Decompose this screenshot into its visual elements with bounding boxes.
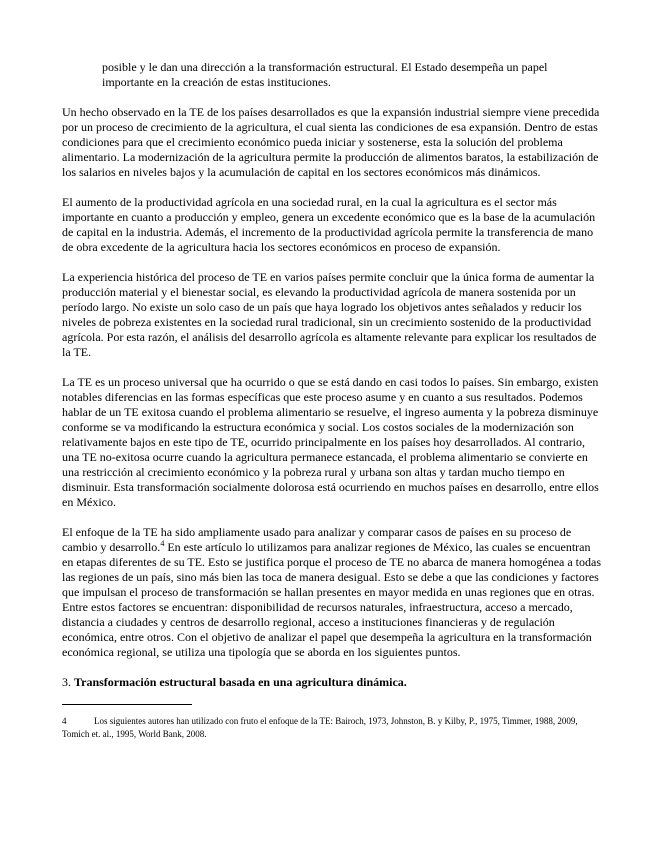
paragraph-5-text-a: El enfoque de la TE ha sido ampliamente usado para analizar y comparar casos de países en su proceso de cambio y desarrollo. — [62, 525, 572, 554]
paragraph-3: La experiencia histórica del proceso de TE en varios países permite concluir que la única forma de aumentar la producción material y el bienestar social, es elevando la productividad agrícola de manera sostenida por un período largo. No existe un solo caso de un país que haya logrado los objetivos antes señalados y reducir los niveles de pobreza existentes en la sociedad rural tradicional, sin un crecimiento sostenido de la productividad agrícola. Por esta razón, el análisis del desarrollo agrícola es altamente relevante para explicar los resultados de la TE. — [62, 270, 597, 359]
paragraph-1: Un hecho observado en la TE de los países desarrollados es que la expansión industrial siempre viene precedida por un proceso de crecimiento de la agricultura, el cual sienta las condiciones de esa expansión. Dentro de estas condiciones para que el crecimiento económico pueda iniciar y sostenerse, esta la solución del problema alimentario. La modernización de la agricultura permite la producción de alimentos baratos, la estabilización de los salarios en niveles bajos y la acumulación de capital en los sectores económicos más dinámicos. — [62, 105, 600, 179]
paragraph-4: La TE es un proceso universal que ha ocurrido o que se está dando en casi todos lo países. Sin embargo, existen notables diferencias en las formas específicas que este proceso asume y en cuanto a sus resultados. Podemos hablar de un TE exitosa cuando el problema alimentario se resuelve, el ingreso aumenta y la pobreza disminuye conforme se va modificando la estructura económica y social. Los costos sociales de la modernización son relativamente bajos en este tipo de TE, ocurrido principalmente en los países hoy desarrollados. Al contrario, una TE no-exitosa ocurre cuando la agricultura permanece estancada, el problema alimentario se convierte en una restricción al crecimiento económico y la pobreza rural y urbana son altas y tardan mucho tiempo en disminuir. Esta transformación socialmente dolorosa está ocurriendo en muchos países en desarrollo, entre ellos en México. — [62, 375, 599, 509]
footnote-text: Los siguientes autores han utilizado con fruto el enfoque de la TE: Bairoch, 1973, Johnston, B. y Kilby, P., 1975, Timmer, 1988, 2009, Tomich et. al., 1995, World Bank, 2008. — [62, 716, 578, 739]
paragraph-2: El aumento de la productividad agrícola en una sociedad rural, en la cual la agricultura es el sector más importante en cuanto a producción y empleo, genera un excedente económico que es la base de la acumulación de capital en la industria. Además, el incremento de la productividad agrícola permite la transferencia de mano de obra excedente de la agricultura hacia los sectores económicos en proceso de expansión. — [62, 195, 596, 254]
section-title: Transformación estructural basada en una agricultura dinámica. — [74, 675, 407, 689]
paragraph-5-text-b: En este artículo lo utilizamos para analizar regiones de México, las cuales se encuentran en etapas diferentes de su TE. Esto se justifica porque el proceso de TE no abarca de manera homogénea a todas las regiones de un país, sino más bien las toca de manera desigual. Esto se debe a que las condiciones y factores que impulsan el proceso de transformación se hallan presentes en mayor medida en unas regiones que en otras. Entre estos factores se encuentran: disponibilidad de recursos naturales, infraestructura, acceso a mercado, distancia a ciudades y centros de desarrollo regional, acceso a instituciones financieras y de regulación económica, entre otros. Con el objetivo de analizar el papel que desempeña la agricultura en la transformación económica regional, se utiliza una tipología que se aborda en los siguientes puntos. — [62, 540, 602, 659]
footnote — [62, 715, 602, 741]
section-number: 3. — [62, 675, 71, 689]
section-heading — [62, 675, 602, 690]
paragraph-5 — [62, 525, 602, 660]
document-page — [62, 60, 602, 741]
footnote-number: 4 — [62, 716, 67, 726]
footnote-ref[interactable]: 4 — [160, 539, 165, 548]
intro-continuation: posible y le dan una dirección a la transformación estructural. El Estado desempeña un papel importante en la creación de estas instituciones. — [102, 60, 548, 89]
footnote-divider — [62, 704, 192, 705]
